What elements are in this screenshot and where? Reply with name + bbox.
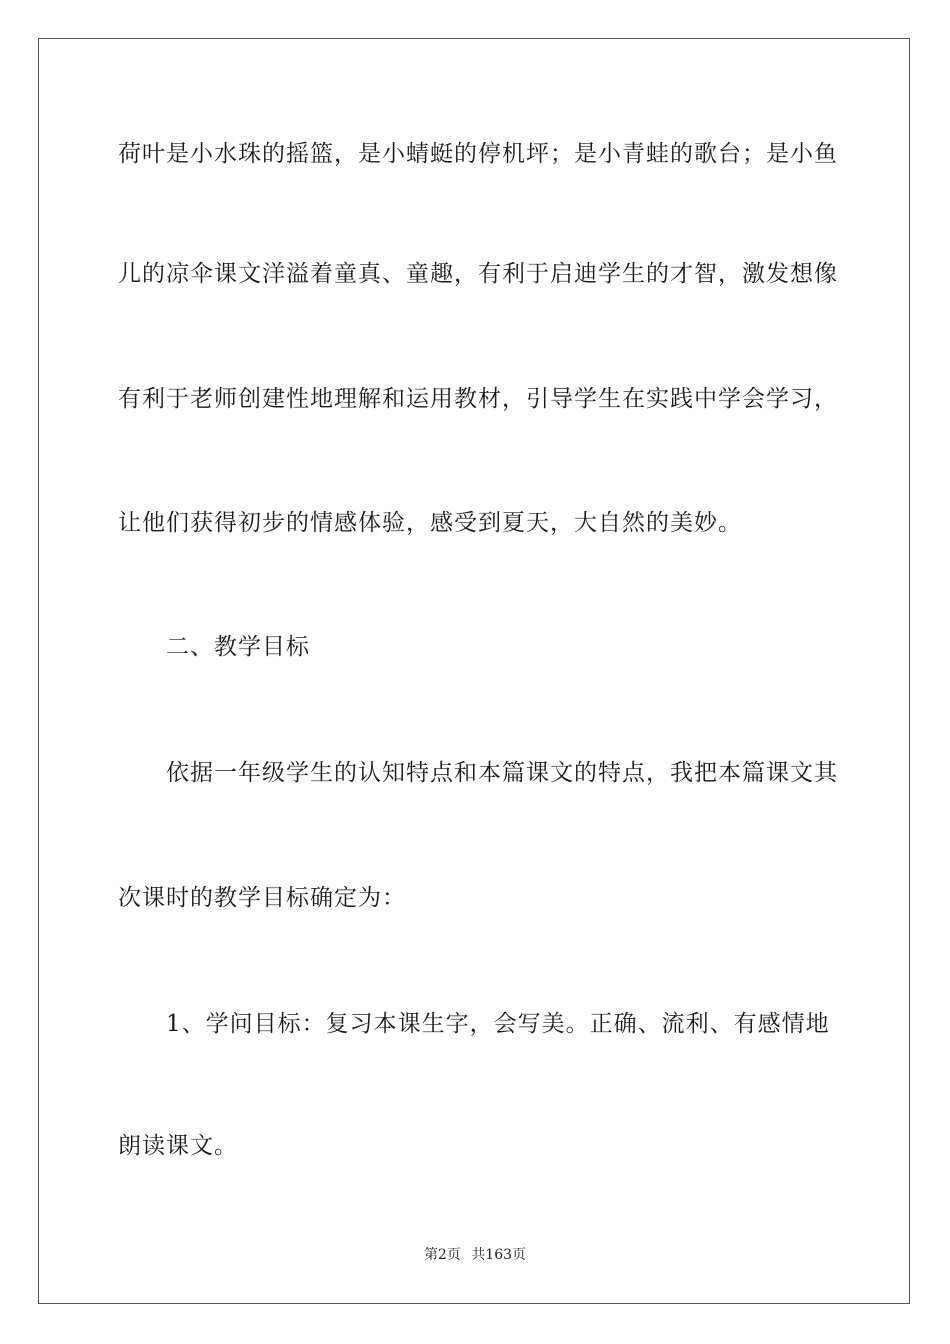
paragraph-line: 荷叶是小水珠的摇篮，是小蜻蜓的停机坪；是小青蛙的歌台；是小鱼 [118,141,838,167]
paragraph-line: 朗读课文。 [118,1133,238,1159]
page-number: 第2页 [423,1247,461,1263]
paragraph-line: 依据一年级学生的认知特点和本篇课文的特点，我把本篇课文其 [166,760,838,786]
page-footer [0,1246,950,1264]
paragraph-line: 有利于老师创建性地理解和运用教材，引导学生在实践中学会学习， [118,386,838,412]
paragraph-line: 儿的凉伞课文洋溢着童真、童趣，有利于启迪学生的才智，激发想像 [118,261,838,287]
paragraph-line: 次课时的教学目标确定为： [118,885,406,911]
paragraph-line: 1、学问目标：复习本课生字，会写美。正确、流利、有感情地 [166,1011,830,1037]
page-total: 共163页 [471,1247,527,1263]
paragraph-line: 让他们获得初步的情感体验，感受到夏天，大自然的美妙。 [118,510,742,536]
section-heading: 二、教学目标 [166,634,310,660]
page-border [38,38,910,1304]
